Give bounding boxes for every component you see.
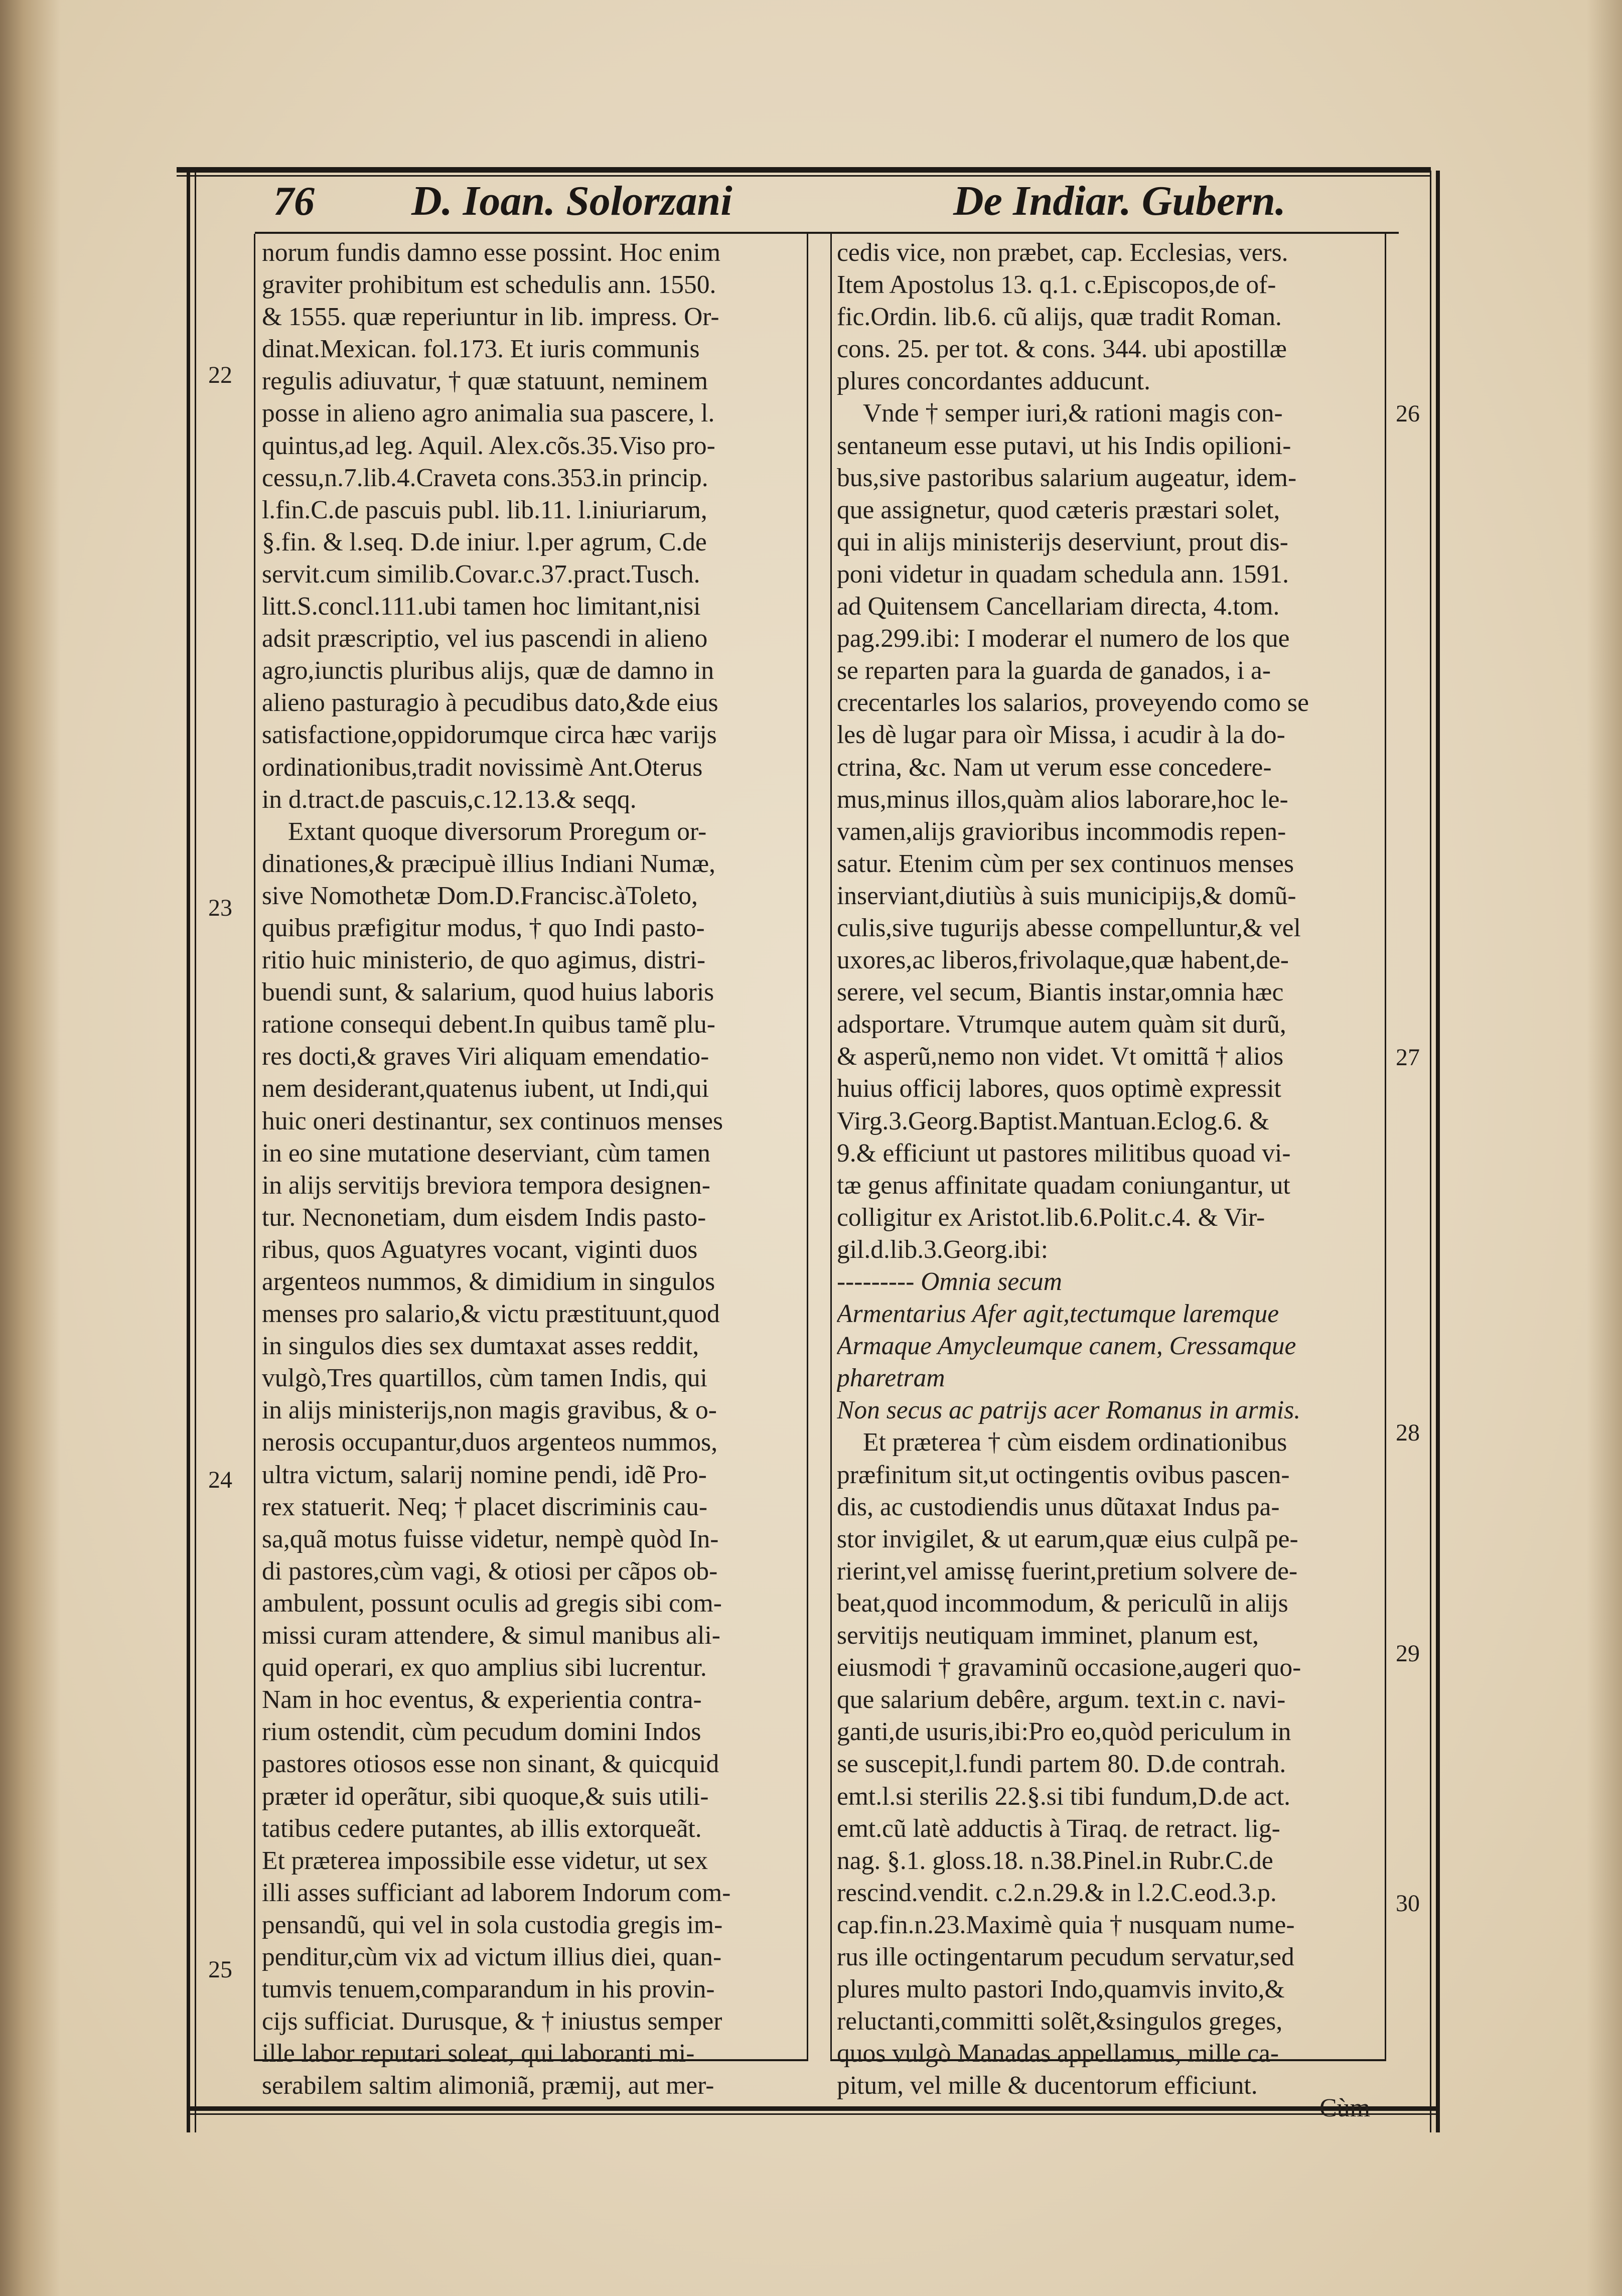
text-line: præter id operãtur, sibi quoque,& suis utili- (262, 1782, 709, 1811)
text-line: inserviant,diutiùs à suis municipijs,& domũ- (837, 881, 1296, 910)
text-line: vulgò,Tres quartillos, cùm tamen Indis, qui (262, 1364, 707, 1393)
text-line: poni videtur in quadam schedula ann. 1591. (837, 559, 1289, 589)
text-line: pastores otiosos esse non sinant, & quicquid (262, 1750, 719, 1779)
running-head-title: De Indiar. Gubern. (953, 178, 1286, 224)
text-line: tatibus cedere putantes, ab illis extorqueãt. (262, 1814, 702, 1843)
text-line: Virg.3.Georg.Baptist.Mantuan.Eclog.6. & (837, 1106, 1269, 1135)
text-line: pensandũ, qui vel in sola custodia gregis im- (262, 1910, 723, 1939)
text-line: in singulos dies sex dumtaxat asses reddit, (262, 1332, 699, 1361)
text-line: buendi sunt, & salarium, quod huius laboris (262, 978, 714, 1007)
text-line: emt.l.si sterilis 22.§.si tibi fundum,D.de act. (837, 1782, 1291, 1811)
text-line: tumvis tenuem,comparandum in his provin- (262, 1975, 715, 2004)
text-line: Vnde † semper iuri,& rationi magis con- (863, 399, 1283, 428)
text-line: cessu,n.7.lib.4.Craveta cons.353.in princip. (262, 463, 708, 492)
text-line: illi asses sufficiant ad laborem Indorum com- (262, 1878, 731, 1907)
margin-number: 23 (208, 895, 232, 921)
text-line: agro,iunctis pluribus alijs, quæ de damno in (262, 656, 714, 685)
header-rule (255, 232, 1399, 234)
text-line: di pastores,cùm vagi, & otiosi per cãpos ob- (262, 1556, 718, 1586)
text-line: cijs sufficiat. Durusque, & † iniustus semper (262, 2007, 722, 2036)
text-line: serabilem saltim alimoniã, præmij, aut mer- (262, 2071, 714, 2100)
text-line: gil.d.lib.3.Georg.ibi: (837, 1235, 1049, 1264)
text-line: Nam in hoc eventus, & experientia contra- (262, 1685, 702, 1714)
text-line: in alijs ministerijs,non magis gravibus, & o- (262, 1396, 717, 1425)
text-line: dinationes,& præcipuè illius Indiani Numæ, (262, 849, 716, 878)
text-line: norum fundis damno esse possint. Hoc enim (262, 238, 721, 267)
text-line: Extant quoque diversorum Proregum or- (288, 817, 707, 846)
frame-right-rule (1436, 171, 1440, 2132)
frame-bottom-inner-rule (187, 2113, 1440, 2115)
margin-number: 25 (208, 1956, 232, 1983)
text-line: ganti,de usuris,ibi:Pro eo,quòd periculum in (837, 1717, 1291, 1747)
text-line: ritio huic ministerio, de quo agimus, distri- (262, 946, 705, 975)
text-line: sentaneum esse putavi, ut his Indis opilioni- (837, 431, 1291, 460)
margin-number: 29 (1396, 1640, 1420, 1667)
text-line: se suscepit,l.fundi partem 80. D.de contrah. (837, 1750, 1286, 1779)
binding-gutter (0, 0, 60, 2296)
text-line: uxores,ac liberos,frivolaque,quæ habent,de- (837, 946, 1289, 975)
text-line: que salarium debêre, argum. text.in c. navi- (837, 1685, 1286, 1714)
text-line: vamen,alijs gravioribus incommodis repen- (837, 817, 1286, 846)
left-text-column (262, 237, 803, 2102)
column-divider-right (830, 234, 832, 2060)
text-line: Armentarius Afer agit,tectumque laremque (837, 1300, 1279, 1329)
text-line: Item Apostolus 13. q.1. c.Episcopos,de of- (837, 270, 1276, 300)
margin-number: 24 (208, 1467, 232, 1493)
text-line: emt.cũ latè adductis à Tiraq. de retract. lig- (837, 1814, 1280, 1843)
text-line: plures multo pastori Indo,quamvis invito,& (837, 1975, 1285, 2004)
text-line: rus ille octingentarum pecudum servatur,sed (837, 1942, 1294, 1971)
text-line: menses pro salario,& victu præstituunt,quod (262, 1300, 720, 1329)
frame-left-rule (187, 171, 190, 2132)
text-line: Armaque Amycleumque canem, Cressamque (837, 1332, 1296, 1361)
margin-number: 30 (1396, 1890, 1420, 1917)
text-line: crecentarles los salarios, proveyendo como se (837, 688, 1309, 718)
text-line: litt.S.concl.111.ubi tamen hoc limitant,nisi (262, 592, 701, 621)
text-line: graviter prohibitum est schedulis ann. 1550. (262, 270, 716, 300)
text-line: 9.& efficiunt ut pastores militibus quoad vi- (837, 1138, 1291, 1168)
text-line: quos vulgò Manadas appellamus, mille ca- (837, 2039, 1279, 2068)
text-line: adsit præscriptio, vel ius pascendi in alieno (262, 624, 708, 653)
text-line: sa,quã motus fuisse videtur, nempè quòd In- (262, 1524, 719, 1553)
text-line: & 1555. quæ reperiuntur in lib. impress. Or- (262, 303, 719, 332)
column-divider-left (807, 234, 808, 2060)
text-line: huius officij labores, quos optimè expressit (837, 1074, 1281, 1103)
text-line: adsportare. Vtrumque autem quàm sit durũ, (837, 1010, 1286, 1039)
text-line: serere, vel secum, Biantis instar,omnia hæc (837, 978, 1284, 1007)
text-line: huic oneri destinantur, sex continuos menses (262, 1106, 723, 1135)
text-line: cedis vice, non præbet, cap. Ecclesias, vers. (837, 238, 1288, 267)
text-line: quid operari, ex quo amplius sibi lucrentur. (262, 1653, 707, 1682)
text-line: ribus, quos Aguatyres vocant, viginti duos (262, 1235, 698, 1264)
text-line: penditur,cùm vix ad victum illius diei, quan- (262, 1942, 722, 1971)
text-line: beat,quod incommodum, & periculũ in alijs (837, 1589, 1288, 1618)
text-line: stor invigilet, & ut earum,quæ eius culpã pe- (837, 1524, 1298, 1553)
frame-left-inner-rule (195, 171, 196, 2132)
text-line: ambulent, possunt oculis ad gregis sibi com- (262, 1589, 722, 1618)
frame-right-inner-rule (1430, 171, 1431, 2132)
text-line: quibus præfigitur modus, † quo Indi pasto- (262, 913, 705, 942)
text-line: ad Quitensem Cancellariam directa, 4.tom. (837, 592, 1280, 621)
text-line: res docti,& graves Viri aliquam emendatio- (262, 1042, 709, 1071)
text-line: posse in alieno agro animalia sua pascere, l. (262, 399, 715, 428)
page-edge-shadow (1587, 0, 1622, 2296)
text-line: §.fin. & l.seq. D.de iniur. l.per agrum, C.de (262, 527, 707, 556)
text-line: in eo sine mutatione deserviant, cùm tamen (262, 1138, 710, 1168)
text-line: regulis adiuvatur, † quæ statuunt, neminem (262, 367, 708, 396)
text-line: plures concordantes adducunt. (837, 367, 1150, 396)
text-line: rex statuerit. Neq; † placet discriminis cau- (262, 1492, 708, 1521)
text-line: cap.fin.n.23.Maximè quia † nusquam nume- (837, 1910, 1295, 1939)
text-line: fic.Ordin. lib.6. cũ alijs, quæ tradit Roman. (837, 303, 1282, 332)
text-line: alieno pasturagio à pecudibus dato,&de eius (262, 688, 718, 718)
text-line: ille labor reputari soleat, qui laboranti mi- (262, 2039, 695, 2068)
text-line: tæ genus affinitate quadam coniungantur, ut (837, 1171, 1290, 1200)
page-number: 76 (273, 178, 315, 224)
text-line: les dè lugar para oìr Missa, i acudir à la do- (837, 721, 1285, 750)
margin-number: 26 (1396, 400, 1420, 427)
catchword: Cùm (1319, 2094, 1371, 2122)
text-line: servitijs neutiquam imminet, planum est, (837, 1621, 1259, 1650)
text-line: mus,minus illos,quàm alios laborare,hoc le- (837, 785, 1288, 814)
text-line: ordinationibus,tradit novissimè Ant.Oterus (262, 753, 703, 782)
text-line: nag. §.1. gloss.18. n.38.Pinel.in Rubr.C.de (837, 1846, 1273, 1875)
text-line: præfinitum sit,ut octingentis ovibus pascen- (837, 1460, 1290, 1489)
text-line: --------- Omnia secum (837, 1267, 1062, 1296)
left-column-border (254, 234, 255, 2060)
text-line: que assignetur, quod cæteris præstari solet, (837, 495, 1280, 524)
text-line: ratione consequi debent.In quibus tamẽ plu- (262, 1010, 715, 1039)
text-line: servit.cum similib.Covar.c.37.pract.Tusch. (262, 559, 700, 589)
frame-top-rule (177, 167, 1431, 173)
text-line: ctrina, &c. Nam ut verum esse concedere- (837, 753, 1272, 782)
text-line: & asperũ,nemo non videt. Vt omittã † alios (837, 1042, 1284, 1071)
right-column-border (1385, 234, 1386, 2060)
text-line: cons. 25. per tot. & cons. 344. ubi apostillæ (837, 335, 1287, 364)
text-line: ultra victum, salarij nomine pendi, idẽ Pro- (262, 1460, 707, 1489)
text-line: reluctanti,committi solẽt,&singulos greges, (837, 2007, 1283, 2036)
text-line: tur. Necnonetiam, dum eisdem Indis pasto- (262, 1203, 706, 1232)
text-line: Non secus ac patrijs acer Romanus in armis. (837, 1396, 1301, 1425)
running-head-author: D. Ioan. Solorzani (411, 178, 732, 224)
text-line: rescind.vendit. c.2.n.29.& in l.2.C.eod.3.p. (837, 1878, 1277, 1907)
text-line: se reparten para la guarda de ganados, i a- (837, 656, 1271, 685)
text-line: rium ostendit, cùm pecudum domini Indos (262, 1717, 701, 1747)
text-line: sive Nomothetæ Dom.D.Francisc.àToleto, (262, 881, 698, 910)
margin-number: 22 (208, 362, 232, 388)
text-line: culis,sive tugurijs abesse compelluntur,& vel (837, 913, 1301, 942)
frame-bottom-rule (187, 2106, 1440, 2111)
text-line: dinat.Mexican. fol.173. Et iuris communis (262, 335, 700, 364)
text-line: bus,sive pastoribus salarium augeatur, idem- (837, 463, 1297, 492)
margin-number: 28 (1396, 1419, 1420, 1446)
text-line: pitum, vel mille & ducentorum efficiunt. (837, 2071, 1258, 2100)
text-line: in d.tract.de pascuis,c.12.13.& seqq. (262, 785, 637, 814)
text-line: in alijs servitijs breviora tempora designen- (262, 1171, 710, 1200)
text-line: pharetram (837, 1364, 945, 1393)
text-line: pag.299.ibi: I moderar el numero de los que (837, 624, 1290, 653)
text-line: l.fin.C.de pascuis publ. lib.11. l.iniuriarum, (262, 495, 707, 524)
text-line: satisfactione,oppidorumque circa hæc varijs (262, 721, 717, 750)
text-line: quintus,ad leg. Aquil. Alex.cõs.35.Viso pro- (262, 431, 715, 460)
margin-number: 27 (1396, 1044, 1420, 1071)
text-line: dis, ac custodiendis unus dũtaxat Indus pa- (837, 1492, 1280, 1521)
text-line: Et præterea impossibile esse videtur, ut sex (262, 1846, 708, 1875)
text-line: satur. Etenim cùm per sex continuos menses (837, 849, 1294, 878)
text-line: nerosis occupantur,duos argenteos nummos, (262, 1428, 718, 1457)
text-line: nem desiderant,quatenus iubent, ut Indi,qui (262, 1074, 709, 1103)
text-line: argenteos nummos, & dimidium in singulos (262, 1267, 715, 1296)
text-line: rierint,vel amissę fuerint,pretium solvere de- (837, 1556, 1298, 1586)
text-line: missi curam attendere, & simul manibus ali- (262, 1621, 720, 1650)
text-line: qui in alijs ministerijs deserviunt, prout dis- (837, 527, 1288, 556)
right-text-column (837, 237, 1378, 2102)
text-line: colligitur ex Aristot.lib.6.Polit.c.4. & Vir- (837, 1203, 1265, 1232)
text-line: Et præterea † cùm eisdem ordinationibus (863, 1428, 1287, 1457)
text-line: eiusmodi † gravaminũ occasione,augeri quo- (837, 1653, 1301, 1682)
